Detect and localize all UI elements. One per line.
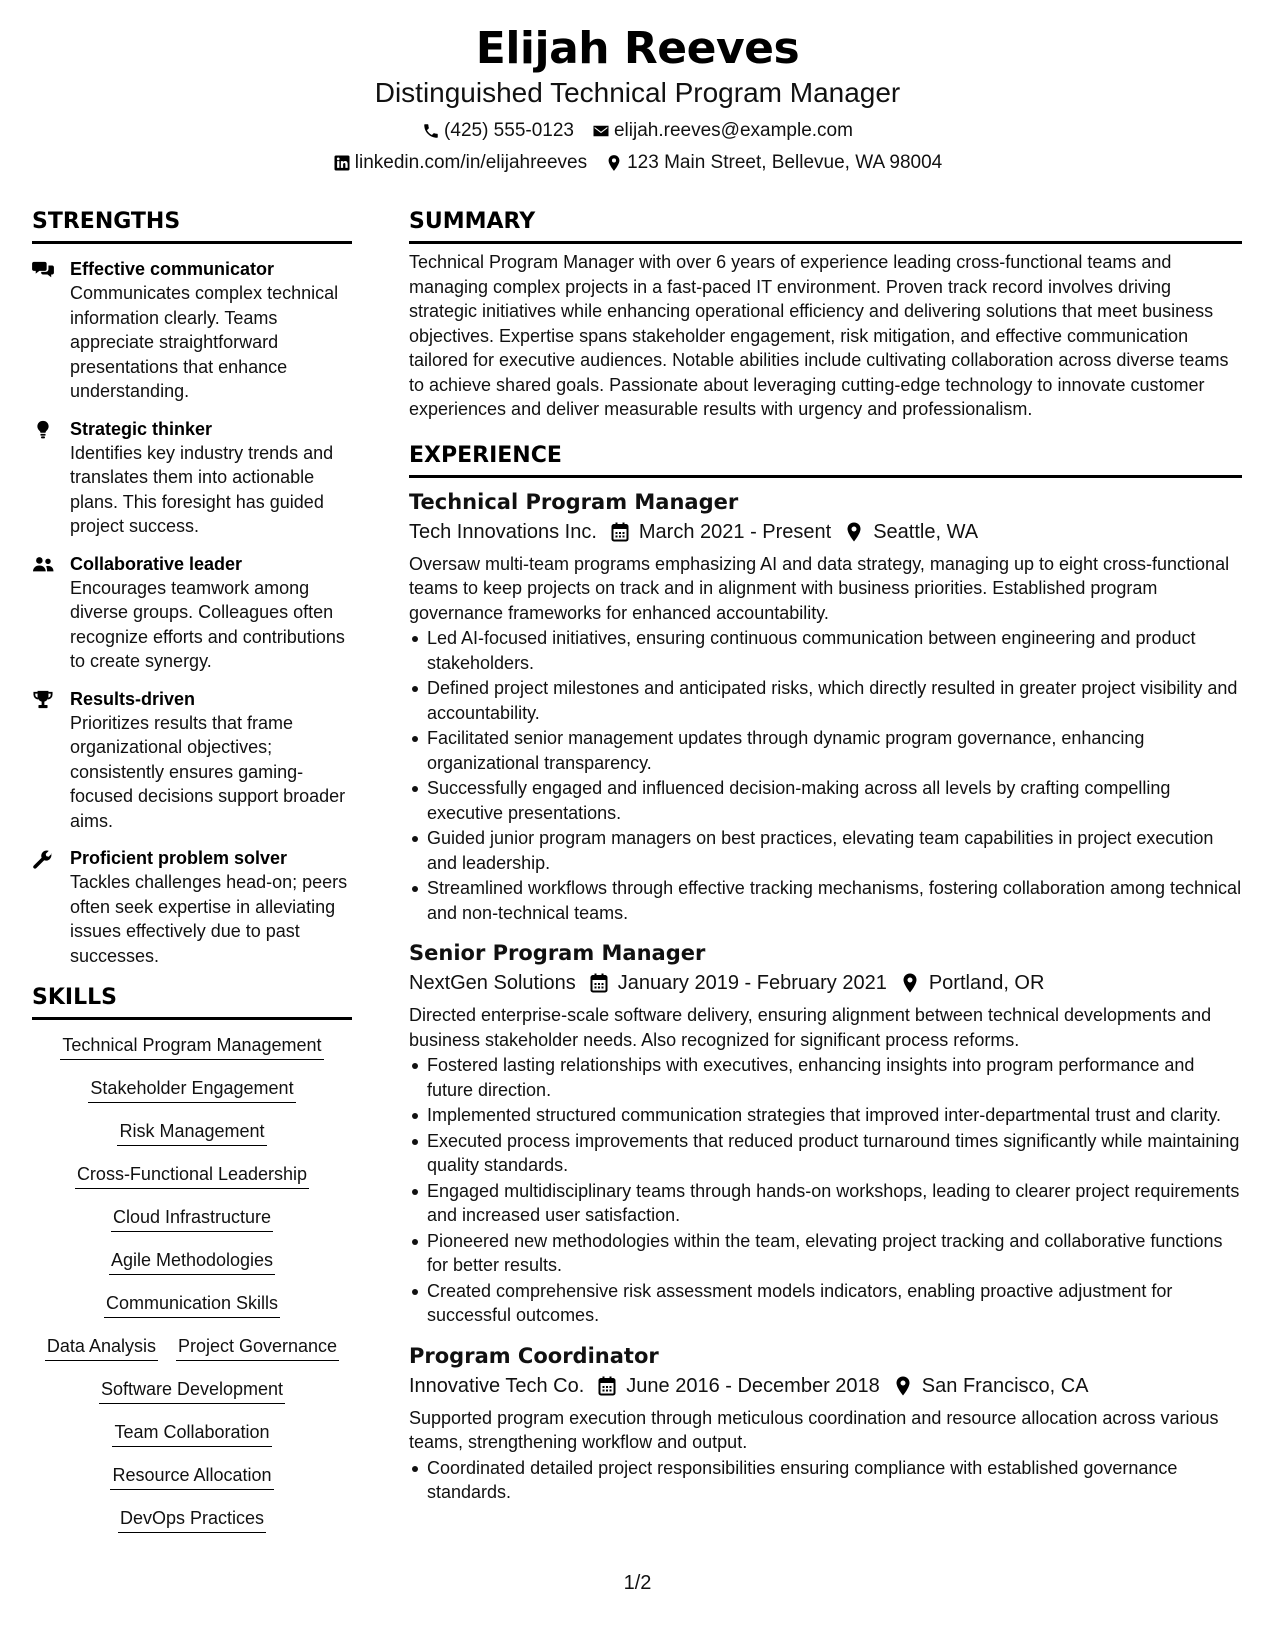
skill-tag: Project Governance xyxy=(176,1335,339,1361)
map-marker-icon xyxy=(901,973,919,993)
job-entry xyxy=(409,1342,1242,1505)
skills-heading: SKILLS xyxy=(32,984,352,1020)
job-description: Directed enterprise-scale software delivery, ensuring alignment between technical developments and business stakeholder needs. Also recognized for significant process reforms. xyxy=(409,1005,1212,1050)
skill-row xyxy=(60,1034,323,1060)
strength-item xyxy=(32,257,352,404)
job-bullet: Facilitated senior management updates through dynamic program governance, enhancing organizational transparency. xyxy=(427,726,1242,775)
job-bullet: Created comprehensive risk assessment models indicators, enabling proactive adjustment for successful outcomes. xyxy=(427,1279,1242,1328)
left-column xyxy=(32,208,352,1550)
contact-email xyxy=(592,119,853,143)
skill-row xyxy=(75,1163,309,1189)
strength-description: Identifies key industry trends and translates them into actionable plans. This foresight has guided project success. xyxy=(70,442,334,536)
job-company: Innovative Tech Co. xyxy=(409,1374,585,1397)
job-title: Senior Program Manager xyxy=(409,941,706,965)
strength-title: Results-driven xyxy=(70,688,196,709)
contact-linkedin xyxy=(333,151,587,175)
job-title: Technical Program Manager xyxy=(409,489,739,514)
skill-tag: DevOps Practices xyxy=(118,1507,266,1533)
strength-title: Proficient problem solver xyxy=(70,848,288,868)
strength-item xyxy=(32,552,352,674)
skill-tag: Software Development xyxy=(99,1378,285,1404)
experience-heading: EXPERIENCE xyxy=(409,442,1242,478)
skill-tag: Cross-Functional Leadership xyxy=(75,1163,309,1189)
job-location: San Francisco, CA xyxy=(921,1374,1089,1397)
right-column xyxy=(409,208,1242,1506)
job-title: Program Coordinator xyxy=(409,1343,659,1368)
strength-description: Tackles challenges head-on; peers often seek expertise in alleviating issues effectively due to past successes. xyxy=(70,872,348,966)
job-description: Supported program execution through meticulous coordination and resource allocation across various teams, strengthening workflow and output. xyxy=(409,1407,1219,1452)
job-dates: January 2019 - February 2021 xyxy=(617,972,887,994)
job-dates: March 2021 - Present xyxy=(638,520,832,543)
strength-item xyxy=(32,846,352,968)
skill-row xyxy=(117,1120,266,1146)
strength-title: Collaborative leader xyxy=(70,553,243,574)
strength-title: Effective communicator xyxy=(70,259,275,279)
job-bullet: Coordinated detailed project responsibilities ensuring compliance with established governance standards. xyxy=(427,1456,1242,1505)
users-icon xyxy=(32,552,70,575)
linkedin-text[interactable]: linkedin.com/in/elijahreeves xyxy=(354,152,588,173)
job-dates: June 2016 - December 2018 xyxy=(626,1374,880,1397)
job-entry xyxy=(409,488,1242,926)
skill-tag: Stakeholder Engagement xyxy=(88,1077,295,1103)
strength-description: Prioritizes results that frame organizational objectives; consistently ensures gaming-focused decisions support broader aims. xyxy=(70,712,346,831)
address-text: 123 Main Street, Bellevue, WA 98004 xyxy=(627,152,943,173)
strengths-list xyxy=(32,257,352,968)
strength-title: Strategic thinker xyxy=(70,418,213,439)
calendar-icon xyxy=(611,522,629,542)
job-bullet: Led AI-focused initiatives, ensuring continuous communication between engineering and product stakeholders. xyxy=(427,626,1242,675)
page-number: 1/2 xyxy=(623,1572,652,1594)
phone-text[interactable]: (425) 555-0123 xyxy=(444,120,574,141)
trophy-icon xyxy=(32,687,70,710)
map-marker-icon xyxy=(605,154,623,172)
job-meta xyxy=(409,518,1242,546)
candidate-title: Distinguished Technical Program Manager xyxy=(374,77,901,108)
job-entry xyxy=(409,939,1242,1328)
map-marker-icon xyxy=(894,1376,912,1396)
strength-item xyxy=(32,687,352,834)
skill-tag: Cloud Infrastructure xyxy=(111,1206,273,1232)
job-bullet: Fostered lasting relationships with executives, enhancing insights into program performance and future direction. xyxy=(427,1053,1242,1102)
calendar-icon xyxy=(590,973,608,993)
phone-icon xyxy=(422,122,440,140)
skill-row xyxy=(88,1077,295,1103)
skill-tag: Communication Skills xyxy=(104,1292,280,1318)
resume-header xyxy=(0,22,1275,175)
job-bullet: Successfully engaged and influenced decision-making across all levels by crafting compelling executive presentations. xyxy=(427,776,1242,825)
summary-text: Technical Program Manager with over 6 years of experience leading cross-functional teams and managing complex projects in a fast-paced IT environment. Proven track record involves driving strategic initiatives while enhancing operational efficiency and delivering solutions that meet business objectives. Expertise spans stakeholder engagement, risk mitigation, and effective communication tailored for executive audiences. Notable abilities include cultivating collaboration across diverse teams to achieve shared goals. Passionate about leveraging cutting-edge technology to innovate customer experiences and deliver measurable results with urgency and professionalism. xyxy=(409,252,1229,419)
skill-tag: Agile Methodologies xyxy=(109,1249,275,1275)
contact-phone xyxy=(422,119,574,143)
job-bullet: Defined project milestones and anticipated risks, which directly resulted in greater project visibility and accountability. xyxy=(427,676,1242,725)
skill-tag: Technical Program Management xyxy=(60,1034,323,1060)
job-bullet: Executed process improvements that reduced product turnaround times significantly while maintaining quality standards. xyxy=(427,1129,1242,1178)
skill-row xyxy=(110,1464,273,1490)
wrench-icon xyxy=(32,846,70,869)
contact-row-secondary xyxy=(0,151,1275,175)
skill-tag: Team Collaboration xyxy=(112,1421,271,1447)
job-bullets xyxy=(409,1053,1242,1328)
job-meta xyxy=(409,969,1242,997)
map-marker-icon xyxy=(845,522,863,542)
strength-description: Encourages teamwork among diverse groups. Colleagues often recognize efforts and contributions to create synergy. xyxy=(70,577,345,671)
lightbulb-icon xyxy=(32,417,70,440)
candidate-name: Elijah Reeves xyxy=(475,23,800,74)
skills-list xyxy=(32,1034,352,1550)
job-location: Portland, OR xyxy=(928,972,1045,994)
job-bullet: Engaged multidisciplinary teams through hands-on workshops, leading to clearer project requirements and increased user satisfaction. xyxy=(427,1179,1242,1228)
job-bullet: Streamlined workflows through effective tracking mechanisms, fostering collaboration among technical and non-technical teams. xyxy=(427,876,1242,925)
skill-row xyxy=(104,1292,280,1318)
skill-row xyxy=(112,1421,271,1447)
envelope-icon xyxy=(592,122,610,140)
skill-row xyxy=(118,1507,266,1533)
skill-row xyxy=(109,1249,275,1275)
job-location: Seattle, WA xyxy=(873,520,979,543)
strengths-heading: STRENGTHS xyxy=(32,208,352,244)
job-meta xyxy=(409,1372,1242,1400)
job-company: Tech Innovations Inc. xyxy=(409,520,597,543)
skill-tag: Risk Management xyxy=(117,1120,266,1146)
summary-heading: SUMMARY xyxy=(409,208,1242,244)
job-company: NextGen Solutions xyxy=(409,972,576,994)
job-bullets xyxy=(409,1456,1242,1505)
skill-row xyxy=(111,1206,273,1232)
strength-item xyxy=(32,417,352,539)
job-bullet: Guided junior program managers on best practices, elevating team capabilities in project execution and leadership. xyxy=(427,826,1242,875)
skill-tag: Resource Allocation xyxy=(110,1464,273,1490)
skill-tag: Data Analysis xyxy=(45,1335,158,1361)
comments-icon xyxy=(32,257,70,280)
contact-row-primary xyxy=(0,119,1275,143)
linkedin-icon xyxy=(333,154,351,172)
skill-row xyxy=(45,1335,339,1361)
email-text[interactable]: elijah.reeves@example.com xyxy=(613,120,853,141)
strength-description: Communicates complex technical information clearly. Teams appreciate straightforward presentations that enhance understanding. xyxy=(70,283,339,401)
job-description: Oversaw multi-team programs emphasizing AI and data strategy, managing up to eight cross-functional teams to keep projects on track and in alignment with business priorities. Established program governance frameworks for enhanced accountability. xyxy=(409,553,1230,623)
contact-address xyxy=(605,151,942,175)
job-bullet: Pioneered new methodologies within the team, elevating project tracking and collaborative functions for better results. xyxy=(427,1229,1242,1278)
skill-row xyxy=(99,1378,285,1404)
job-bullet: Implemented structured communication strategies that improved inter-departmental trust and clarity. xyxy=(427,1103,1242,1128)
calendar-icon xyxy=(598,1376,616,1396)
job-bullets xyxy=(409,626,1242,925)
